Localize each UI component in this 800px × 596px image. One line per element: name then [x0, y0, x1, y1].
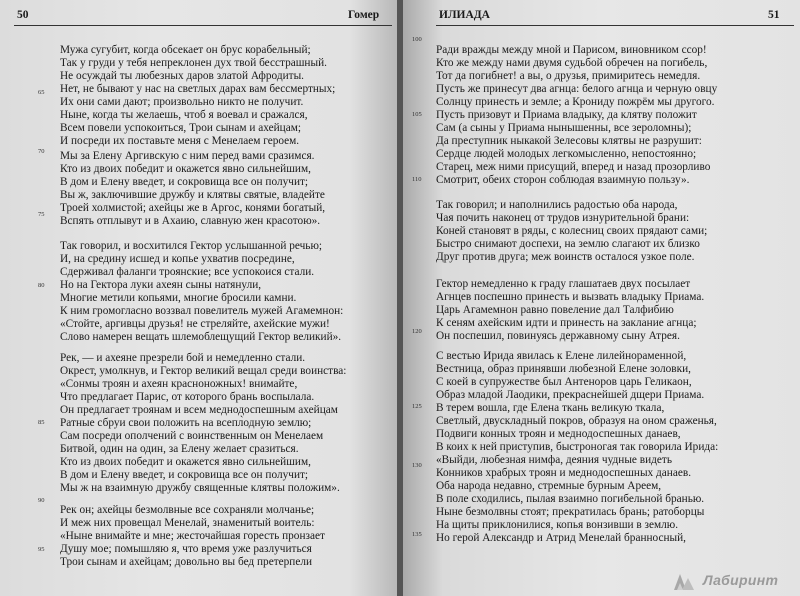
text-line: Пусть призовут и Приама владыку, да клятву положит [436, 109, 697, 121]
text-line: К сеням ахейским идти и принесть на заклание агнца; [436, 317, 697, 329]
text-line: Рек, — и ахеяне презрели бой и немедленно стали. [60, 352, 306, 364]
text-line: Чая почить наконец от трудов изнурительной брани: [436, 212, 690, 224]
text-line: «Ныне внимайте и мне; жесточайшая горесть пронзает [60, 530, 325, 542]
text-line: В дом и Елену введет, и сокровища все он получит; [60, 469, 309, 481]
text-line: Солнцу принесть и земле; а Крониду пожрём мы другого. [436, 96, 715, 108]
left-header-rule [14, 25, 392, 26]
text-line: Их они сами дают; произвольно никто не получит. [60, 96, 304, 108]
text-line: Мужа сугубит, когда обсекает он брус корабельный; [60, 44, 311, 56]
text-line: Всем повели успокоиться, Трои сынам и ахейцам; [60, 122, 302, 134]
watermark-text: Лабиринт [703, 572, 779, 588]
line-number: 135 [412, 531, 422, 538]
text-line: Он поспешил, повинуясь державному сыну Атрея. [436, 330, 680, 342]
text-line: «Выйди, любезная нимфа, деяния чудные видеть [436, 454, 672, 466]
right-header-rule [436, 25, 794, 26]
text-line: Да преступник ныкакой Зелесовы клятвы не разрушит: [436, 135, 702, 147]
text-line: Но на Гектора луки ахеян сыны натянули, [60, 279, 262, 291]
text-line: Вы ж, заключившие дружбу и клятвы святые, владейте [60, 189, 325, 201]
text-line: В поле сходились, пылая взаимно погибельной бранью. [436, 493, 705, 505]
left-page [0, 0, 397, 596]
text-line: Друг против друга; меж воинств осталося узкое поле. [436, 251, 695, 263]
text-line: Вестница, образ принявши любезной Елене золовки, [436, 363, 691, 375]
text-line: В терем вошла, где Елена ткань великую ткала, [436, 402, 665, 414]
text-line: Но герой Александр и Атрид Менелай бранносный, [436, 532, 686, 544]
text-line: Ратные сбруи свои положить на всепл̀одную землю; [60, 417, 312, 429]
line-number: 105 [412, 111, 422, 118]
text-line: Пусть же принесут два агнца: белого агнца и черную овцу [436, 83, 718, 95]
text-line: Нет, не бывают у нас на светлых дарах вам бессмертных; [60, 83, 336, 95]
text-line: Сердце людей молодых легкомысленно, непостоянно; [436, 148, 697, 160]
text-line: Сам посреди ополчений с воинственным он Менелаем [60, 430, 324, 442]
line-number: 120 [412, 328, 422, 335]
text-line: «Сонмы троян и ахеян красноножных! внимайте, [60, 378, 298, 390]
text-line: Быстро снимают доспехи, на землю слагают их близко [436, 238, 700, 250]
text-line: В коих к ней приступив, быстроногая так говорила Ирида: [436, 441, 719, 453]
text-line: Душу мое; помышляю я, что время уже разлучиться [60, 543, 312, 555]
text-line: Что предлагает Парис, от которого брань воспылала. [60, 391, 315, 403]
text-line: Не осуждай ты любезных даров златой Афродиты. [60, 70, 304, 82]
left-page-number: 50 [17, 9, 29, 21]
line-number: 75 [38, 211, 45, 218]
text-line: Мы за Елену Аргивскую с ним перед вами сразимся. [60, 150, 315, 162]
line-number: 80 [38, 282, 45, 289]
text-line: Кто из двоих победит и окажется явно сильнейшим, [60, 163, 311, 175]
line-number: 110 [412, 176, 422, 183]
text-line: Окрест, умолкнув, и Гектор великий вещал среди воинства: [60, 365, 347, 377]
text-line: Так у груди у тебя непреклонен дух твой бесстрашный. [60, 57, 327, 69]
text-line: Слово намерен вещать шлемоблещущий Гектор великий». [60, 331, 342, 343]
text-line: В дом и Елену введет, и сокровища все он получит; [60, 176, 309, 188]
text-line: С коей в супружестве был Антеноров царь Геликаон, [436, 376, 692, 388]
text-line: Он предлагает троянам и всем меднодоспешным ахейцам [60, 404, 338, 416]
text-line: Трои сынам и ахейцам; довольно вы бед претерпели [60, 556, 313, 568]
text-line: Сдерживал фаланги троянские; все успокоися стали. [60, 266, 315, 278]
text-line: Гектор немедленно к граду глашатаев двух посылает [436, 278, 691, 290]
text-line: С вестью Ирида явилась к Елене лилейнораменной, [436, 350, 687, 362]
line-number: 70 [38, 148, 45, 155]
text-line: Ныне безмолвны стоят; прекратилась брань; ратоборцы [436, 506, 705, 518]
text-line: Смотрит, обеих сторон соблюдая взаимную пользу». [436, 174, 690, 186]
text-line: Кто же между нами двумя судьбой обречен на погибель, [436, 57, 708, 69]
text-line: К ним громогласно воззвал повелитель мужей Агамемнон: [60, 305, 344, 317]
text-line: И посреди их поставьте меня с Менелаем героем. [60, 135, 300, 147]
text-line: «Стойте, аргивцы друзья! не стреляйте, ахейские мужи! [60, 318, 330, 330]
text-line: Светлый, двускладный покров, образуя на оном сраженья, [436, 415, 717, 427]
text-line: Так говорил, и восхитился Гектор услышанной речью; [60, 240, 323, 252]
text-line: Ради вражды между мной и Парисом, виновником ссор! [436, 44, 707, 56]
text-line: Троей холмистой; ахейцы же в Аргос, конями богатый, [60, 202, 326, 214]
text-line: Битвой, один на один, за Елену желает сразиться. [60, 443, 299, 455]
text-line: Кто из двоих победит и окажется явно сильнейшим, [60, 456, 311, 468]
text-line: Коней становят в ряды, с колесниц своих прядают сами; [436, 225, 708, 237]
line-number: 100 [412, 36, 422, 43]
text-line: Тот да погибнет! а вы, о друзья, примиритесь немедля. [436, 70, 701, 82]
text-line: Вспять отплывут и в Ахаию, славную жен красотою». [60, 215, 321, 227]
line-number: 130 [412, 462, 422, 469]
text-line: Мы ж на взаимную дружбу священные клятвы положим». [60, 482, 340, 494]
text-line: Конников храбрых троян и меднодоспешных данаев. [436, 467, 692, 479]
text-line: Многие метили копьями, многие бросили камни. [60, 292, 297, 304]
text-line: Рек он; ахейцы безмолвные все сохраняли молчанье; [60, 504, 315, 516]
text-line: Подвиги конных троян и меднодоспешных данаев, [436, 428, 681, 440]
line-number: 65 [38, 89, 45, 96]
line-number: 95 [38, 546, 45, 553]
text-line: Ныне, когда ты желаешь, чтоб я воевал и сражался, [60, 109, 308, 121]
line-number: 90 [38, 497, 45, 504]
text-line: И меж них провещал Менелай, знаменитый воитель: [60, 517, 315, 529]
text-line: Царь Агамемнон равно повеление дал Талфибию [436, 304, 674, 316]
line-number: 125 [412, 403, 422, 410]
text-line: Так говорил; и наполнились радостью оба народа, [436, 199, 678, 211]
text-line: Образ младой Лаодики, прекраснейшей дщери Приама. [436, 389, 705, 401]
text-line: На щиты приклонилися, копья вонзивши в землю. [436, 519, 679, 531]
text-line: Агнцев поспешно принесть и вызвать владыку Приама. [436, 291, 705, 303]
left-running-head: Гомер [348, 9, 380, 21]
right-page-number: 51 [768, 9, 780, 21]
text-line: Оба народа недавно, стремные бурным Ареем, [436, 480, 662, 492]
text-line: И, на средину исшед и копье ухватив посредине, [60, 253, 295, 265]
right-running-head: ИЛИАДА [439, 9, 490, 21]
text-line: Сам (а сыны у Приама нынышенны, все зероломны); [436, 122, 692, 134]
text-line: Старец, меж ними присущий, вперед и назад прозорливо [436, 161, 711, 173]
line-number: 85 [38, 419, 45, 426]
right-page [403, 0, 800, 596]
